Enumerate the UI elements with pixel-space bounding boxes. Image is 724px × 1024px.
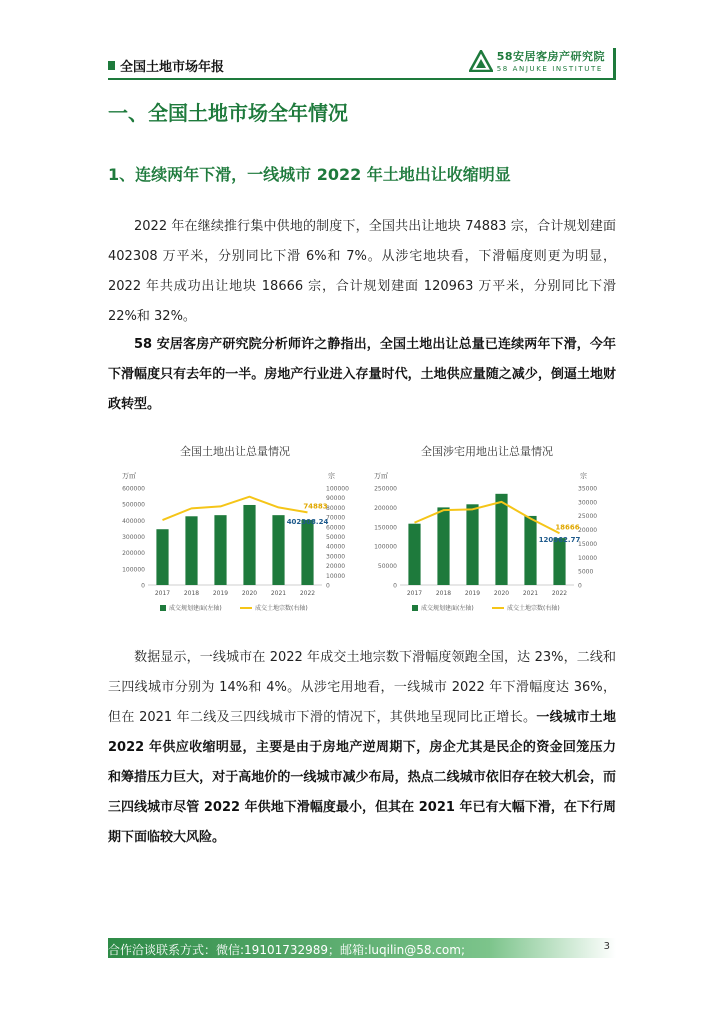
header-divider <box>108 78 616 80</box>
subsection-heading: 1、连续两年下滑，一线城市 2022 年土地出让收缩明显 <box>108 165 511 184</box>
series-line <box>163 497 308 520</box>
chart-land-total <box>110 440 360 620</box>
bar <box>272 515 284 585</box>
x-tick-label: 2017 <box>406 590 423 597</box>
x-tick-label: 2022 <box>299 590 316 597</box>
bar <box>437 507 449 585</box>
y-tick-right: 100000 <box>326 485 349 493</box>
y-tick-left: 200000 <box>374 504 397 512</box>
x-tick-label: 2020 <box>241 590 258 597</box>
series-line <box>415 502 560 533</box>
y-tick-right: 70000 <box>326 514 346 522</box>
y-tick-right: 20000 <box>578 527 598 535</box>
y-tick-left: 100000 <box>374 543 397 551</box>
y-tick-right: 0 <box>578 582 582 590</box>
y-axis-left-unit: 万㎡ <box>374 472 388 480</box>
y-tick-right: 50000 <box>326 534 346 541</box>
section-heading: 一、全国土地市场全年情况 <box>108 101 348 125</box>
title-square-icon <box>108 61 115 70</box>
bar <box>156 529 168 585</box>
y-tick-right: 10000 <box>326 572 346 580</box>
y-tick-right: 20000 <box>326 563 346 571</box>
chart-residential-land <box>362 440 612 620</box>
legend-bar-label: 成交规划建面(左轴) <box>421 605 474 612</box>
logo-divider <box>613 48 616 78</box>
y-tick-right: 60000 <box>326 524 346 532</box>
y-tick-right: 80000 <box>326 504 346 512</box>
x-tick-label: 2019 <box>464 590 481 597</box>
legend-line-label: 成交土地宗数(右轴) <box>255 605 308 612</box>
bar <box>301 520 313 585</box>
y-tick-left: 150000 <box>374 524 397 532</box>
y-tick-left: 600000 <box>122 485 145 493</box>
bar-data-label: 120962.77 <box>538 536 581 545</box>
chart-title: 全国土地出让总量情况 <box>180 445 290 458</box>
y-axis-left-unit: 万㎡ <box>122 472 136 480</box>
y-tick-right: 30000 <box>326 553 346 561</box>
bar <box>524 516 536 585</box>
legend-bar-swatch <box>160 605 166 611</box>
x-tick-label: 2018 <box>435 590 452 597</box>
y-tick-right: 15000 <box>578 540 598 548</box>
page-footer <box>108 938 616 962</box>
bar-data-label: 402308.24 <box>286 517 329 526</box>
y-tick-left: 500000 <box>122 501 145 509</box>
paragraph-2 <box>108 330 616 420</box>
report-title <box>108 56 224 75</box>
bar <box>553 538 565 585</box>
y-tick-left: 50000 <box>377 563 397 571</box>
paragraph-1-text: 2022 年在继续推行集中供地的制度下，全国共出让地块 74883 宗，合计规划建面 402308 万平米，分别同比下滑 6%和 7%。从涉宅地块看，下滑幅度则更为明显，2022 年共成功出让地块 18666 宗，合计规划建面 120963 万平米，分别同比下滑 22%和 32%。 <box>108 219 616 324</box>
chart-title: 全国涉宅用地出让总量情况 <box>421 445 553 458</box>
bar <box>243 505 255 585</box>
bar <box>214 515 226 585</box>
bar <box>495 494 507 585</box>
legend-line-label: 成交土地宗数(右轴) <box>507 605 560 612</box>
logo-triangle-icon <box>469 50 493 72</box>
y-tick-left: 0 <box>141 582 145 590</box>
paragraph-2-text: 58 安居客房产研究院分析师许之静指出，全国土地出让总量已连续两年下滑，今年下滑幅度只有去年的一半。房地产行业进入存量时代，土地供应量随之减少，倒逼土地财政转型。 <box>108 337 616 412</box>
logo-text-cn: 58安居客房产研究院 <box>496 50 605 63</box>
paragraph-3 <box>108 643 616 853</box>
paragraph-1 <box>108 212 616 332</box>
y-tick-right: 90000 <box>326 495 346 503</box>
x-tick-label: 2020 <box>493 590 510 597</box>
page-number: 3 <box>603 941 610 952</box>
y-tick-right: 40000 <box>326 543 346 551</box>
line-data-label: 74883 <box>303 502 328 511</box>
chart-residential-land-svg <box>362 440 612 620</box>
bar <box>466 504 478 585</box>
y-tick-left: 400000 <box>122 517 145 525</box>
page-header <box>108 48 616 82</box>
x-tick-label: 2017 <box>154 590 171 597</box>
x-tick-label: 2022 <box>551 590 568 597</box>
y-tick-right: 30000 <box>578 499 598 507</box>
x-tick-label: 2018 <box>183 590 200 597</box>
logo-text-en: 58 ANJUKE INSTITUTE <box>496 65 603 73</box>
x-tick-label: 2021 <box>522 590 539 597</box>
y-tick-left: 200000 <box>122 550 145 558</box>
x-tick-label: 2021 <box>270 590 287 597</box>
x-tick-label: 2019 <box>212 590 229 597</box>
y-tick-left: 300000 <box>122 534 145 541</box>
y-tick-left: 100000 <box>122 566 145 574</box>
legend-bar-label: 成交规划建面(左轴) <box>169 605 222 612</box>
y-axis-right-unit: 宗 <box>580 472 587 480</box>
y-tick-right: 35000 <box>578 485 598 493</box>
y-tick-right: 5000 <box>578 568 594 576</box>
line-data-label: 18666 <box>555 523 580 532</box>
y-tick-right: 0 <box>326 582 330 590</box>
institute-logo <box>469 48 616 78</box>
bar <box>408 524 420 585</box>
footer-contact: 合作洽谈联系方式：微信:19101732989；邮箱:luqilin@58.com; <box>108 943 465 957</box>
report-title-text: 全国土地市场年报 <box>120 60 225 75</box>
chart-land-total-svg <box>110 440 360 620</box>
legend-bar-swatch <box>412 605 418 611</box>
y-tick-right: 25000 <box>578 513 598 521</box>
paragraph-3-text: 数据显示，一线城市在 2022 年成交土地宗数下滑幅度领跑全国，达 23%，二线和三四线城市分别为 14%和 4%。从涉宅用地看，一线城市 2022 年下滑幅度达 36%，但在 2021 年二线及三四线城市下滑的情况下，其供地呈现同比正增长。 <box>108 650 616 725</box>
bar <box>185 516 197 585</box>
y-tick-left: 0 <box>393 582 397 590</box>
y-axis-right-unit: 宗 <box>328 472 335 480</box>
y-tick-left: 250000 <box>374 485 397 493</box>
paragraph-3-bold: 一线城市土地 2022 年供应收缩明显，主要是由于房地产逆周期下，房企尤其是民企的资金回笼压力和筹措压力巨大，对于高地价的一线城市减少布局，热点二线城市依旧存在较大机会，而三四线城市尽管 2022 年供地下滑幅度最小，但其在 2021 年已有大幅下滑，在下行周期下面临较大风险。 <box>108 710 616 845</box>
y-tick-right: 10000 <box>578 554 598 562</box>
